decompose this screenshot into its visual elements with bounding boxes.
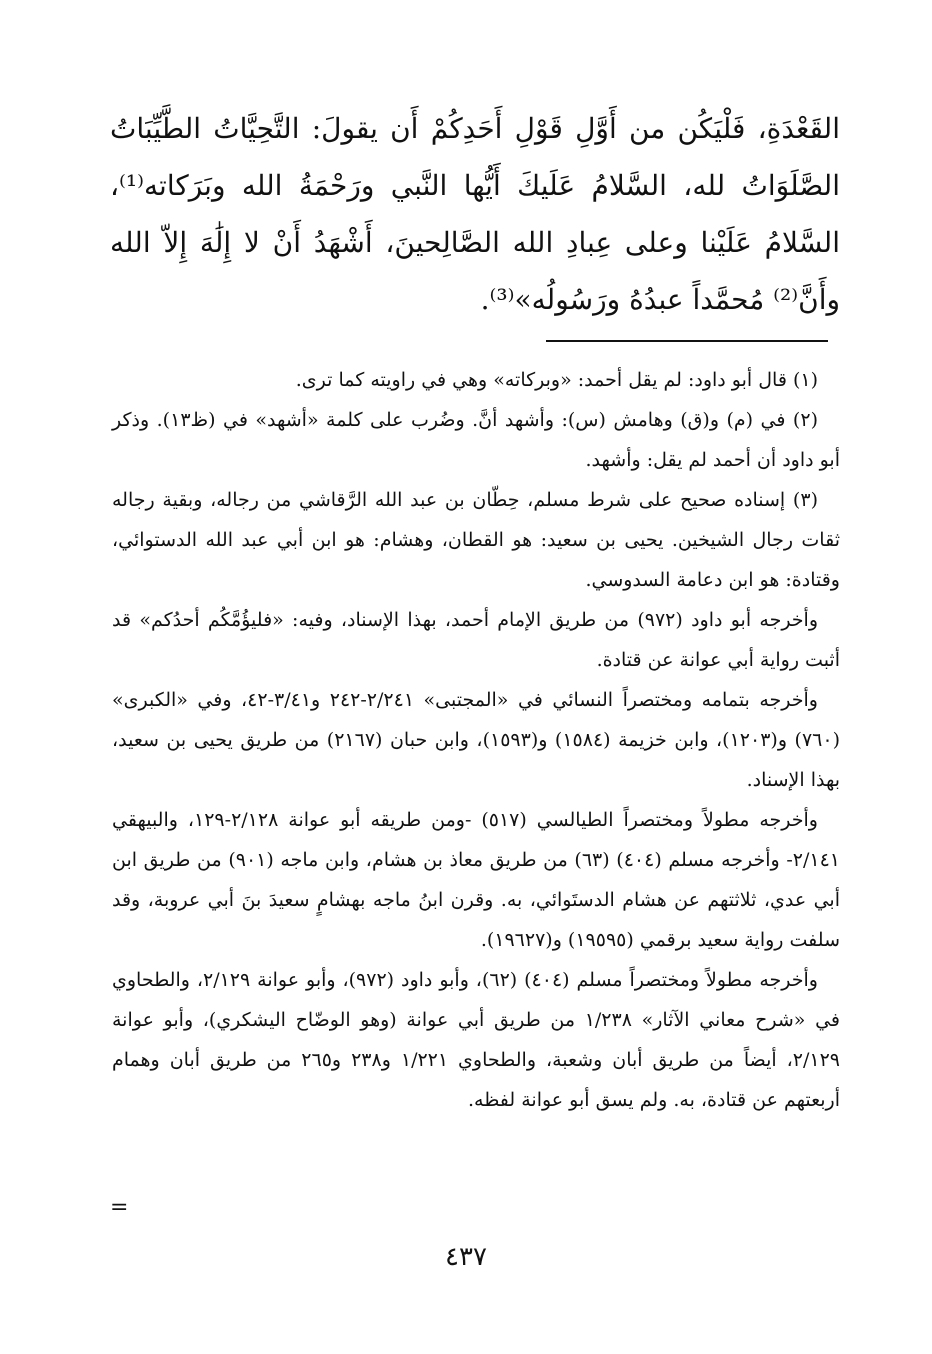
continuation-mark: = <box>110 1195 129 1220</box>
footnote-3-continuation: وأخرجه مطولاً ومختصراً مسلم (٤٠٤) (٦٢)، وأبو داود (٩٧٢)، وأبو عوانة ٢/١٢٩، والطحاوي في «شرح معاني الآثار» ١/٢٣٨ من طريق أبي عوانة (وهو الوضّاح اليشكري)، وأبو عوانة ٢/١٢٩، أيضاً من طريق أبان وشعبة، والطحاوي ١/٢٢١ و٢٣٨ و٢٦٥ من طريق أبان وهمام أربعتهم عن قتادة، به. ولم يسق أبو عوانة لفظه. <box>112 969 840 1111</box>
main-text-block <box>110 100 840 328</box>
main-text-line: السَّلامُ عَلَيْنا وعلى عِبادِ الله الصَّالِحينَ، أَشْهَدُ أَنْ لا إِلَٰهَ إِلاّ الله <box>110 226 840 259</box>
footnotes-block <box>112 360 840 1120</box>
footnote-2: (٢) في (م) و(ق) وهامش (س): وأشهد أنَّ. وضُرب على كلمة «أشهد» في (ظ١٣). وذكر أبو داود أن أحمد لم يقل: وأشهد. <box>112 409 840 471</box>
footnote-3: (٣) إسناده صحيح على شرط مسلم، حِطّان بن عبد الله الرَّقاشي من رجاله، وبقية رجاله ثقات رجال الشيخين. يحيى بن سعيد: هو القطان، وهشام: هو ابن أبي عبد الله الدستوائي، وقتادة: هو ابن دعامة السدوسي. <box>112 489 840 591</box>
main-text-line: الصَّلَوَاتُ لله، السَّلامُ عَلَيكَ أَيُّها النَّبي ورَحْمَةُ الله وبَرَكاته⁽¹⁾، <box>110 169 840 202</box>
footnote-3-continuation: وأخرجه بتمامه ومختصراً النسائي في «المجتبى» ٢/٢٤١-٢٤٢ و٣/٤١-٤٢، وفي «الكبرى» (٧٦٠) و(١٢٠٣)، وابن خزيمة (١٥٨٤) و(١٥٩٣)، وابن حبان (٢١٦٧) من طريق يحيى بن سعيد، بهذا الإسناد. <box>112 689 840 791</box>
main-text-line: القَعْدَةِ، فَلْيَكُن من أَوَّلِ قَوْلِ أَحَدِكُمْ أَن يقولَ: التَّحِيَّاتُ الطَّيِّبَاتُ <box>110 112 840 145</box>
page-number: ٤٣٧ <box>445 1242 487 1272</box>
footnote-divider <box>546 340 828 342</box>
footnote-3-continuation: وأخرجه مطولاً ومختصراً الطيالسي (٥١٧) -ومن طريقه أبو عوانة ٢/١٢٨-١٢٩، والبيهقي ٢/١٤١- وأخرجه مسلم (٤٠٤) (٦٣) من طريق معاذ بن هشام، وابن ماجه (٩٠١) من طريق ابن أبي عدي، ثلاثتهم عن هشام الدستَوائي، به. وقرن ابنُ ماجه بهشامٍ سعيدَ بنَ أبي عروبة، وقد سلفت رواية سعيد برقمي (١٩٥٩٥) و(١٩٦٢٧). <box>112 809 840 951</box>
main-text-line: وأَنَّ⁽²⁾ مُحمَّداً عبدُهُ ورَسُولُه»⁽³⁾. <box>480 283 840 316</box>
footnote-1: (١) قال أبو داود: لم يقل أحمد: «وبركاته» وهي في راويته كما ترى. <box>295 369 818 391</box>
footnote-3-continuation: وأخرجه أبو داود (٩٧٢) من طريق الإمام أحمد، بهذا الإسناد، وفيه: «فليؤُمَّكُم أحدُكم» قد أثبت رواية أبي عوانة عن قتادة. <box>112 609 840 671</box>
